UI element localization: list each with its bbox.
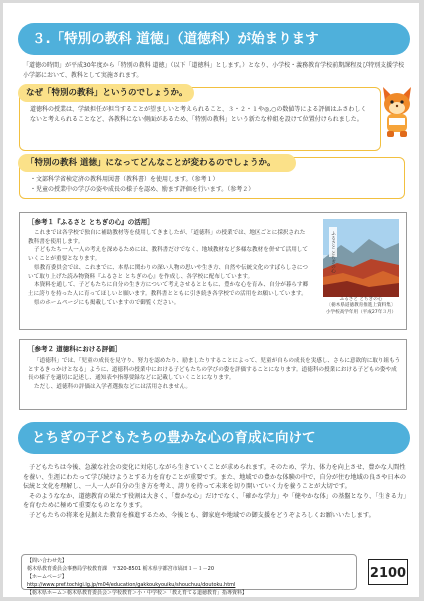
intro-text: 「道徳の時間」が平成30年度から「特別の教科 道徳」（以下「道徳科」とします。）となり、小学校・義務教育学校前期課程及び特別支援学校小学部において、教科として実施されます。 [23, 62, 405, 79]
reference-1-paragraph: 県のホームページにも掲載していますので御覧ください。 [34, 299, 180, 306]
homepage-heading: 【ホームページ】 [27, 574, 67, 580]
logo-2100-icon [368, 559, 408, 585]
book-caption-line: 〔栃木県道徳教育推進上資料集〕 [326, 303, 396, 309]
what-changes-title: 「特別の教科 道徳」になってどんなことが変わるのでしょうか。 [18, 154, 296, 172]
reference-2-box [19, 339, 407, 410]
mascot-icon [379, 83, 415, 141]
section-header-heart: とちぎの子どもたちの豊かな心の育成に向けて [18, 422, 410, 454]
why-special-subject-text: 道徳科の授業は、学級担任が担当することが望ましいと考えられること、３・２・１や◎,○の数値等による評価はふさわしくないと考えられることなど、各教科にない側面があるため、「特別の教科」という新たな枠組を設けて位置付けられました。 [30, 106, 367, 123]
closing-text [23, 463, 407, 521]
homepage-link[interactable]: http://www.pref.tochigi.lg.jp/m04/education/gakkoukyouiku/shouchuu/doutoku.html [27, 582, 236, 588]
change-item-evaluation: ・児童の授業中の学びの姿や成長の様子を認め、励ます評価を行います。（参考２） [30, 185, 255, 193]
closing-paragraph: そのようななか、道徳教育の果たす役割は大きく、「豊かな心」だけでなく、「確かな学力」や「健やかな体」の基盤となり、「生きる力」を育むために極めて重要なものとなります。 [23, 492, 407, 510]
reference-1-paragraph: 県教育委員会では、これまでに、本県に関わりの深い人物の思いや生き方、自然や伝統文化のすばらしさについて取り上げた読み物資料『ふるさと とちぎの心』を作成し、各学校に配布しています。 [28, 264, 308, 280]
reference-1-text [28, 229, 310, 307]
why-special-subject-title: なぜ「特別の教科」というのでしょうか。 [18, 84, 194, 102]
closing-paragraph: 子どもたちの将来を見据えた教育を推進するため、今後とも、御家庭や地域での御支援をどうぞよろしくお願いいたします。 [29, 511, 375, 519]
contact-heading: 【問い合わせ先】 [27, 558, 68, 564]
book-caption-line: 小学校高学年用（平成27年３月） [325, 309, 397, 315]
reference-2-paragraph: ただし、道徳科の評価は入学者選抜などには活用されません。 [34, 384, 191, 391]
reference-1-box [19, 212, 407, 330]
what-changes-box [19, 157, 405, 199]
homepage-path: 【栃木県ホーム＞栃木県教育委員会＞学校教育＞小・中学校＞「教え育てる道徳教育」指導資料】 [27, 590, 248, 596]
contact-box [21, 554, 357, 596]
closing-paragraph: 子どもたちは今後、急激な社会の変化に対応しながら生きていくことが求められます。そのため、学力、体力を向上させ、豊かな人間性を養い、生涯にわたって学び続けようとする力を育むことが重要です。また、地域での豊かな体験の中で、自分が住む地域の良さや日本の伝統と文化を理解し、一人一人が自分の生き方を考え、誇りを持って未来を切り開いていく力を養うことが大切です。 [23, 464, 407, 491]
why-special-subject-box [19, 87, 381, 151]
book-caption-line: ふるさと とちぎの心 [339, 297, 383, 302]
contact-address: 栃木県教育委員会事務局学校教育課 〒320-8501 栃木県宇都宮市塙田１－１－20 [27, 566, 215, 572]
section-header-moral: ３.「特別の教科 道徳」（道徳科）が始まります [18, 23, 410, 55]
reference-2-text [28, 357, 402, 392]
reference-2-paragraph: 「道徳科」では、「児童の成長を見守り、努力を認めたり、励ましたりすることによって、児童が自らの成長を実感し、さらに意欲的に取り組もうとするきっかけとなる」ように、道徳科の授業中における子どもたちの学びの姿を評価することになります。道徳科の授業における子どもの姿や成長の様子を適切に記述し、通知表や指導要録などに記載していくことになります。 [28, 358, 401, 382]
logo-text: 2100 [369, 566, 407, 581]
book-title: ふるさと とちぎの心 [330, 231, 336, 273]
book-caption [318, 297, 404, 316]
reference-1-paragraph: 本資料を通して、子どもたちに自分の生き方について考えさせるとともに、豊かな心を育み、自分が暮らす郷土に誇りを持った人に育ってほしいと願います。教科書とともに引き続き各学校での活用をお願いしています。 [28, 282, 309, 297]
reference-2-title: ［参考２ 道徳科における評価］ [28, 345, 122, 353]
what-changes-text [30, 175, 400, 194]
reference-1-paragraph: 子どもたち一人一人の考えを深めるためには、教科書だけでなく、地域教材など多様な教材を併せて活用していくことが重要となります。 [28, 247, 308, 263]
reference-1-title: ［参考１『ふるさと とちぎの心』の活用］ [28, 218, 154, 226]
reference-1-paragraph: これまでは各学校で独自に補助教材等を使用してきましたが、「道徳科」の授業では、地区ごとに採択された教科書を使用します。 [28, 230, 306, 245]
change-item-textbook: ・文部科学省検定済の教科用図書（教科書）を使用します。（参考１） [30, 176, 219, 183]
page [3, 3, 419, 597]
